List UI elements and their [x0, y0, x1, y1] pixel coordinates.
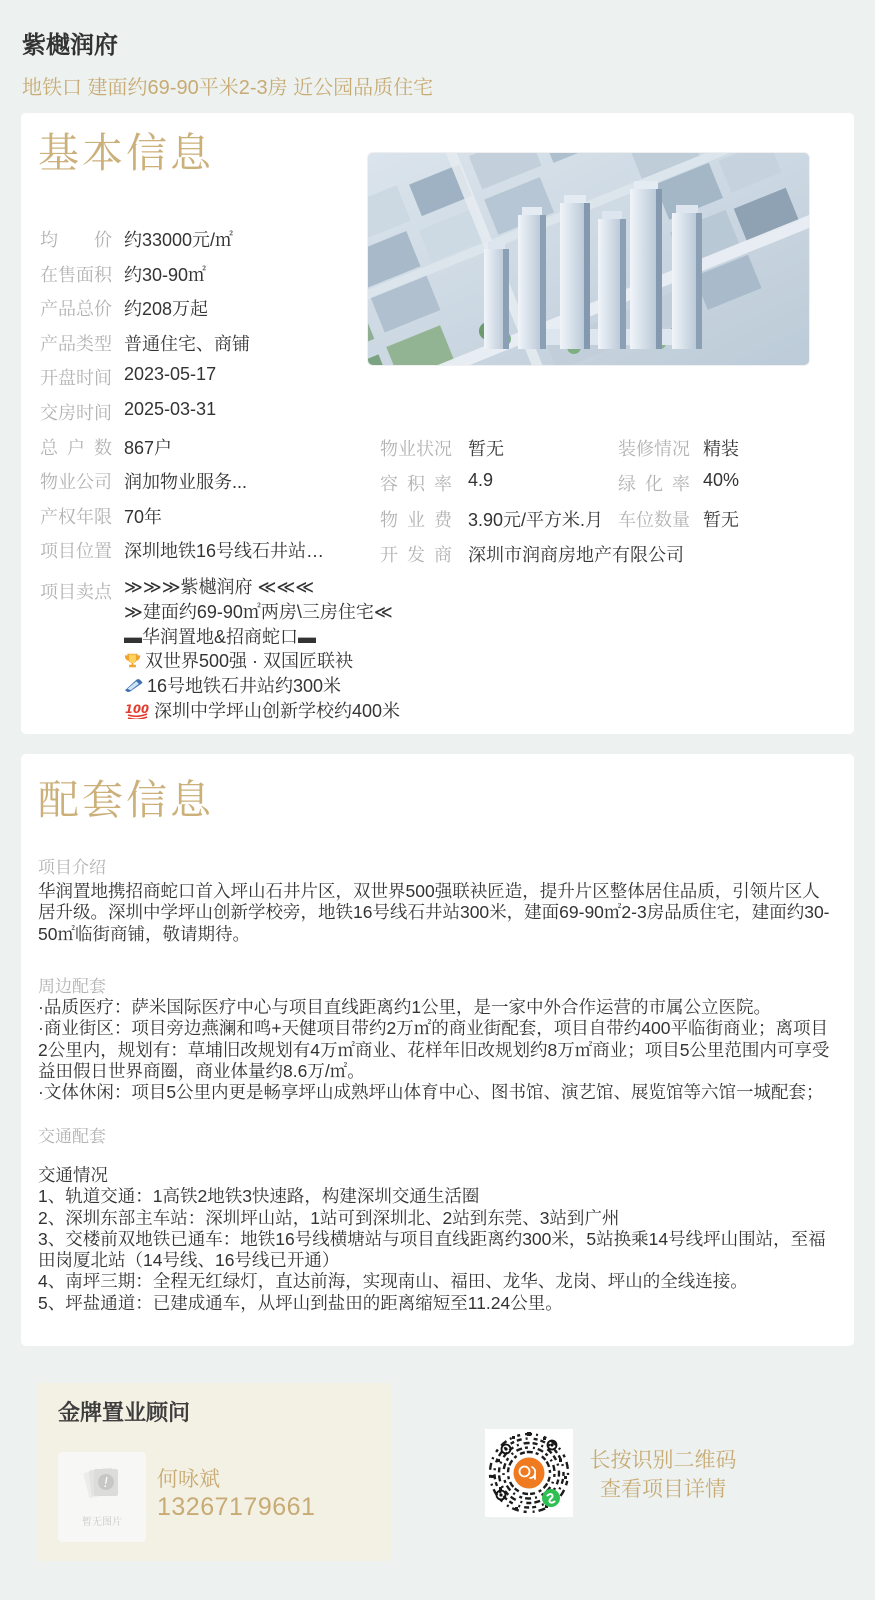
info-label: 总户数 [40, 437, 112, 458]
around-line: ·文体休闲：项目5公里内更是畅享坪山成熟坪山体育中心、图书馆、演艺馆、展览馆等六馆一城配套； [38, 1082, 824, 1103]
info-value: 40% [703, 470, 740, 491]
selling-point-text: ≫≫≫紫樾润府 ≪≪≪ [124, 577, 315, 598]
selling-point-line [124, 623, 474, 648]
selling-point-line [124, 599, 474, 624]
no-image-icon [80, 1464, 124, 1504]
agent-name: 何咏斌 [157, 1468, 220, 1491]
info-label: 交房时间 [40, 402, 112, 423]
info-value: 暂无 [468, 439, 504, 459]
basic-info-right-column [380, 435, 850, 577]
project-render-image [367, 152, 810, 366]
info-label: 产权年限 [40, 506, 112, 527]
info-label: 开发商 [380, 545, 452, 566]
facilities-card [21, 754, 854, 1346]
info-value: 深圳市润商房地产有限公司 [468, 545, 684, 566]
traffic-line: 3、交楼前双地铁已通车：地铁16号线横塘站与项目直线距离约300米，5站换乘14号线坪山围站，至福田岗厦北站（14号线、16号线已开通） [38, 1228, 826, 1271]
info-label: 在售面积 [40, 264, 112, 285]
hundred-icon [124, 701, 150, 719]
info-value: 约30-90㎡ [124, 264, 207, 285]
basic-info-left-column [40, 226, 370, 572]
info-label: 产品类型 [40, 333, 112, 354]
info-row [40, 226, 370, 261]
info-value: 867户 [124, 437, 173, 458]
info-value: 普通住宅、商铺 [124, 333, 250, 354]
traffic-heading: 交通情况 [38, 1165, 108, 1185]
info-label: 绿化率 [618, 474, 690, 495]
selling-points-label: 项目卖点 [40, 582, 112, 602]
selling-point-text: 深圳中学坪山创新学校约400米 [154, 700, 401, 721]
selling-point-text: ≫建面约69-90㎡两房\三房住宅≪ [124, 602, 393, 623]
agent-photo-placeholder [58, 1452, 146, 1542]
qr-caption-line1: 长按识别二维码 [589, 1449, 737, 1472]
info-row [380, 541, 850, 576]
info-row [380, 435, 850, 470]
page-subtitle: 地铁口 建面约69-90平米2-3房 近公园品质住宅 [22, 77, 434, 99]
consultant-title: 金牌置业顾问 [58, 1400, 191, 1425]
consultant-card [38, 1383, 391, 1561]
info-row [40, 434, 370, 469]
svg-text:!: ! [103, 1476, 109, 1491]
info-value: 4.9 [468, 470, 494, 491]
info-row [40, 261, 370, 296]
around-label: 周边配套 [38, 977, 106, 996]
info-row [380, 470, 850, 505]
info-row [40, 330, 370, 365]
info-value: 约208万起 [124, 299, 209, 320]
selling-points-list [124, 574, 474, 722]
traffic-line: 4、南坪三期：全程无红绿灯，直达前海，实现南山、福田、龙华、龙岗、坪山的全线连接。 [38, 1271, 748, 1292]
selling-point-line [124, 673, 474, 698]
info-label: 容积率 [380, 474, 452, 495]
info-label: 均价 [40, 230, 112, 250]
intro-label: 项目介绍 [38, 858, 106, 877]
selling-point-text: ▬华润置地&招商蛇口▬ [124, 626, 317, 647]
selling-point-line [124, 574, 474, 599]
info-value: 精装 [703, 439, 739, 459]
traffic-label: 交通配套 [38, 1127, 106, 1146]
info-value: 2025-03-31 [124, 398, 217, 419]
selling-point-text: 双世界500强 · 双国匠联袂 [145, 651, 354, 672]
info-row [380, 506, 850, 541]
svg-text:100: 100 [125, 701, 150, 716]
facilities-title: 配套信息 [38, 777, 214, 823]
info-value: 暂无 [703, 509, 739, 530]
info-row [40, 503, 370, 538]
info-value: 约33000元/㎡ [124, 230, 234, 250]
selling-point-line [124, 697, 474, 722]
info-value: 3.90元/平方米.月 [468, 509, 604, 530]
traffic-line: 2、深圳东部主车站：深圳坪山站，1站可到深圳北、2站到东莞、3站到广州 [38, 1207, 620, 1228]
aerial-render-graphic [368, 153, 809, 365]
info-row [40, 295, 370, 330]
basic-info-card [21, 113, 854, 734]
info-label: 产品总价 [40, 299, 112, 320]
selling-point-line [124, 648, 474, 673]
qr-caption [553, 1446, 773, 1504]
info-label[interactable]: 项目位置 [40, 541, 112, 562]
info-row [40, 468, 370, 503]
traffic-line: 5、坪盐通道：已建成通车，从坪山到盐田的距离缩短至11.24公里。 [38, 1292, 563, 1313]
info-label: 开盘时间 [40, 368, 112, 389]
info-label: 车位数量 [618, 509, 690, 530]
traffic-paragraph [38, 1165, 837, 1314]
info-label: 物业状况 [380, 439, 452, 459]
info-row [40, 537, 370, 572]
info-label: 物业公司 [40, 472, 112, 493]
train-icon [124, 678, 143, 693]
info-row [40, 364, 370, 399]
page-title: 紫樾润府 [22, 32, 118, 59]
around-paragraph [38, 997, 837, 1103]
info-value: 70年 [124, 506, 163, 527]
selling-point-text: 16号地铁石井站约300米 [147, 676, 342, 697]
intro-paragraph: 华润置地携招商蛇口首入坪山石井片区，双世界500强联袂匠造，提升片区整体居住品质，引领片区人居升级。深圳中学坪山创新学校旁，地铁16号线石井站300米，建面69-90㎡2-3房品质住宅，建面约30-50㎡临街商铺，敬请期待。 [38, 881, 830, 944]
info-value: 2023-05-17 [124, 364, 217, 385]
info-row [40, 399, 370, 434]
no-image-text: 暂无图片 [82, 1517, 122, 1528]
info-label: 物业费 [380, 509, 452, 530]
around-line: ·品质医疗：萨米国际医疗中心与项目直线距离约1公里，是一家中外合作运营的市属公立医院。 [38, 997, 772, 1017]
qr-caption-line2: 查看项目详情 [600, 1478, 726, 1501]
basic-info-title: 基本信息 [38, 130, 214, 176]
info-value[interactable]: 深圳地铁16号线石井站… [124, 541, 325, 562]
info-value: 润加物业服务... [124, 472, 248, 493]
trophy-icon [124, 652, 141, 669]
traffic-line: 1、轨道交通：1高铁2地铁3快速路，构建深圳交通生活圈 [38, 1186, 480, 1207]
around-line: ·商业街区：项目旁边燕澜和鸣+天健项目带约2万㎡的商业街配套，项目自带约400平临街商业；离项目2公里内，规划有：草埔旧改规划有4万㎡商业、花样年旧改规划约8万㎡商业；项目5公里范围内可享受益田假日世界商圈，商业体量约8.6万/㎡。 [38, 1018, 830, 1081]
info-label: 装修情况 [618, 439, 690, 459]
agent-phone[interactable]: 13267179661 [157, 1493, 316, 1521]
